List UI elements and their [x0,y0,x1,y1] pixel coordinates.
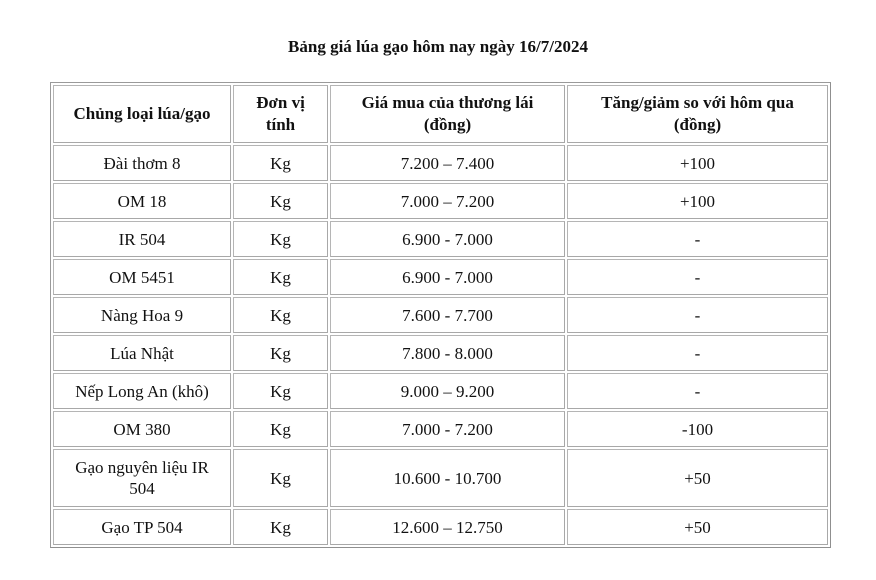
cell-unit: Kg [233,509,328,545]
cell-rice-type: Đài thơm 8 [53,145,231,181]
cell-rice-type: Gạo TP 504 [53,509,231,545]
cell-price: 7.000 – 7.200 [330,183,565,219]
cell-change: +100 [567,145,828,181]
cell-price: 7.600 - 7.700 [330,297,565,333]
rice-price-table [50,82,831,548]
cell-price: 7.000 - 7.200 [330,411,565,447]
cell-price: 6.900 - 7.000 [330,221,565,257]
cell-change: - [567,297,828,333]
cell-price: 6.900 - 7.000 [330,259,565,295]
table-row [53,221,828,257]
table-row [53,259,828,295]
cell-change: - [567,373,828,409]
cell-price: 7.200 – 7.400 [330,145,565,181]
cell-rice-type: Gạo nguyên liệu IR 504 [53,449,231,507]
cell-unit: Kg [233,259,328,295]
cell-change: +50 [567,449,828,507]
page-title: Bảng giá lúa gạo hôm nay ngày 16/7/2024 [288,37,588,56]
cell-unit: Kg [233,183,328,219]
cell-rice-type: Nếp Long An (khô) [53,373,231,409]
table-row [53,297,828,333]
cell-unit: Kg [233,411,328,447]
cell-unit: Kg [233,221,328,257]
cell-change: - [567,259,828,295]
header-change: Tăng/giảm so với hôm qua (đồng) [567,85,828,143]
table-header-row [53,85,828,143]
cell-unit: Kg [233,373,328,409]
cell-rice-type: OM 5451 [53,259,231,295]
cell-rice-type: OM 18 [53,183,231,219]
cell-change: - [567,335,828,371]
table-row [53,411,828,447]
cell-change: +100 [567,183,828,219]
cell-price: 7.800 - 8.000 [330,335,565,371]
header-unit: Đơn vị tính [233,85,328,143]
cell-unit: Kg [233,449,328,507]
table-row [53,449,828,507]
table-row [53,335,828,371]
table-row [53,145,828,181]
cell-change: - [567,221,828,257]
cell-rice-type: IR 504 [53,221,231,257]
cell-price: 10.600 - 10.700 [330,449,565,507]
table-row [53,373,828,409]
cell-change: +50 [567,509,828,545]
cell-unit: Kg [233,335,328,371]
cell-rice-type: Lúa Nhật [53,335,231,371]
cell-unit: Kg [233,145,328,181]
cell-price: 12.600 – 12.750 [330,509,565,545]
header-purchase-price: Giá mua của thương lái (đồng) [330,85,565,143]
cell-rice-type: OM 380 [53,411,231,447]
table-row [53,509,828,545]
cell-price: 9.000 – 9.200 [330,373,565,409]
table-row [53,183,828,219]
cell-unit: Kg [233,297,328,333]
header-rice-type: Chủng loại lúa/gạo [53,85,231,143]
cell-rice-type: Nàng Hoa 9 [53,297,231,333]
cell-change: -100 [567,411,828,447]
